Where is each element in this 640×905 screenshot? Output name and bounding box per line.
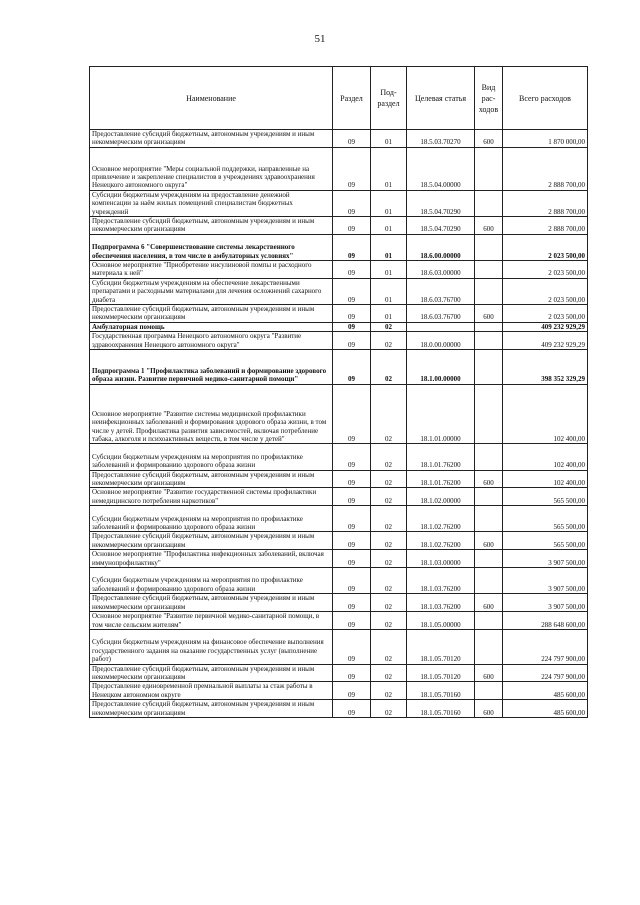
cell-subsection: 02 [371, 612, 407, 630]
cell-expense-type: 600 [475, 700, 503, 718]
cell-section: 09 [333, 550, 371, 568]
table-header-row [90, 67, 588, 130]
cell-expense-type [475, 550, 503, 568]
cell-total: 102 400,00 [503, 470, 588, 488]
cell-name: Субсидии бюджетным учреждениям на обеспечение лекарственными препаратами и расходными материалами для лечения осложнений сахарного диабета [90, 278, 333, 304]
cell-subsection: 02 [371, 594, 407, 612]
cell-section: 09 [333, 700, 371, 718]
cell-section: 09 [333, 130, 371, 148]
cell-subsection: 02 [371, 532, 407, 550]
table-row [90, 612, 588, 630]
table-row [90, 332, 588, 350]
table-row [90, 217, 588, 235]
cell-section: 09 [333, 682, 371, 700]
table-row [90, 261, 588, 279]
cell-name: Субсидии бюджетным учреждениям на мероприятия по профилактике заболеваний и формированию здорового образа жизни [90, 444, 333, 470]
budget-table [89, 66, 588, 718]
cell-total: 565 500,00 [503, 488, 588, 506]
cell-target: 18.1.05.70160 [407, 700, 475, 718]
cell-name: Предоставление субсидий бюджетным, автономным учреждениям и иным некоммерческим организациям [90, 700, 333, 718]
cell-target: 18.1.01.76200 [407, 444, 475, 470]
cell-section: 09 [333, 612, 371, 630]
cell-target: 18.6.03.00000 [407, 261, 475, 279]
cell-subsection: 02 [371, 470, 407, 488]
table-row [90, 506, 588, 532]
cell-total: 409 232 929,29 [503, 322, 588, 331]
table-row [90, 568, 588, 594]
cell-name: Предоставление субсидий бюджетным, автономным учреждениям и иным некоммерческим организациям [90, 130, 333, 148]
cell-subsection: 02 [371, 550, 407, 568]
cell-total: 409 232 929,29 [503, 332, 588, 350]
cell-expense-type [475, 444, 503, 470]
cell-name: Предоставление субсидий бюджетным, автономным учреждениям и иным некоммерческим организациям [90, 217, 333, 235]
cell-section: 09 [333, 278, 371, 304]
cell-target: 18.5.03.70270 [407, 130, 475, 148]
table-row [90, 322, 588, 331]
cell-subsection: 02 [371, 506, 407, 532]
cell-target: 18.1.00.00000 [407, 350, 475, 385]
cell-subsection: 02 [371, 700, 407, 718]
cell-total: 565 500,00 [503, 532, 588, 550]
cell-subsection: 02 [371, 350, 407, 385]
cell-expense-type [475, 384, 503, 444]
cell-expense-type [475, 488, 503, 506]
cell-expense-type [475, 612, 503, 630]
header-expense-type: Вид рас-ходов [475, 67, 503, 130]
cell-total: 485 600,00 [503, 682, 588, 700]
cell-subsection: 01 [371, 261, 407, 279]
cell-target: 18.5.04.70290 [407, 190, 475, 216]
table-row [90, 488, 588, 506]
cell-total: 102 400,00 [503, 444, 588, 470]
header-total: Всего расходов [503, 67, 588, 130]
cell-section: 09 [333, 568, 371, 594]
cell-target: 18.1.02.76200 [407, 506, 475, 532]
cell-total: 102 400,00 [503, 384, 588, 444]
cell-section: 09 [333, 506, 371, 532]
cell-total: 398 352 329,29 [503, 350, 588, 385]
cell-expense-type: 600 [475, 217, 503, 235]
cell-total: 485 600,00 [503, 700, 588, 718]
cell-subsection: 01 [371, 190, 407, 216]
cell-name: Основное мероприятие "Развитие первичной медико-санитарной помощи, в том числе сельским жителям" [90, 612, 333, 630]
cell-name: Субсидии бюджетным учреждениям на мероприятия по профилактике заболеваний и формированию здорового образа жизни [90, 568, 333, 594]
table-row [90, 682, 588, 700]
table-row [90, 147, 588, 190]
cell-total: 3 907 500,00 [503, 594, 588, 612]
table-row [90, 470, 588, 488]
cell-section: 09 [333, 384, 371, 444]
cell-section: 09 [333, 234, 371, 260]
table-row [90, 305, 588, 323]
cell-target: 18.6.00.00000 [407, 234, 475, 260]
cell-name: Основное мероприятие "Приобретение инсулиновой помпы и расходного материала к ней" [90, 261, 333, 279]
table-row [90, 550, 588, 568]
cell-section: 09 [333, 190, 371, 216]
cell-target: 18.1.05.70160 [407, 682, 475, 700]
cell-total: 288 648 600,00 [503, 612, 588, 630]
cell-subsection: 01 [371, 147, 407, 190]
cell-expense-type [475, 234, 503, 260]
cell-target: 18.1.03.00000 [407, 550, 475, 568]
cell-section: 09 [333, 332, 371, 350]
cell-target: 18.1.02.76200 [407, 532, 475, 550]
cell-name: Основное мероприятие "Профилактика инфекционных заболеваний, включая иммунопрофилактику" [90, 550, 333, 568]
cell-section: 09 [333, 261, 371, 279]
cell-target: 18.5.04.00000 [407, 147, 475, 190]
cell-subsection: 02 [371, 384, 407, 444]
cell-target: 18.0.00.00000 [407, 332, 475, 350]
header-subsection: Под-раздел [371, 67, 407, 130]
cell-expense-type [475, 568, 503, 594]
cell-subsection: 01 [371, 305, 407, 323]
cell-total: 2 023 500,00 [503, 234, 588, 260]
cell-subsection: 01 [371, 217, 407, 235]
cell-name: Субсидии бюджетным учреждениям на предоставление денежной компенсации за наём жилых помещений специалистам бюджетных учреждений [90, 190, 333, 216]
cell-section: 09 [333, 488, 371, 506]
cell-expense-type [475, 629, 503, 664]
cell-name: Подпрограмма 6 "Совершенствование системы лекарственного обеспечения населения, в том числе в амбулаторных условиях" [90, 234, 333, 260]
cell-total: 2 888 700,00 [503, 190, 588, 216]
table-row [90, 278, 588, 304]
cell-target: 18.1.05.00000 [407, 612, 475, 630]
table-row [90, 350, 588, 385]
cell-total: 2 888 700,00 [503, 147, 588, 190]
table-body [90, 130, 588, 718]
cell-section: 09 [333, 350, 371, 385]
cell-subsection: 02 [371, 629, 407, 664]
cell-subsection: 02 [371, 332, 407, 350]
cell-subsection: 01 [371, 130, 407, 148]
cell-total: 224 797 900,00 [503, 629, 588, 664]
cell-total: 2 023 500,00 [503, 261, 588, 279]
cell-target: 18.1.01.00000 [407, 384, 475, 444]
cell-name: Государственная программа Ненецкого автономного округа "Развитие здравоохранения Ненецкого автономного округа" [90, 332, 333, 350]
cell-expense-type: 600 [475, 594, 503, 612]
cell-subsection: 02 [371, 488, 407, 506]
cell-name: Предоставление субсидий бюджетным, автономным учреждениям и иным некоммерческим организациям [90, 594, 333, 612]
cell-target: 18.5.04.70290 [407, 217, 475, 235]
cell-expense-type [475, 190, 503, 216]
cell-subsection: 02 [371, 664, 407, 682]
cell-expense-type [475, 682, 503, 700]
cell-total: 1 870 000,00 [503, 130, 588, 148]
cell-name: Амбулаторная помощь [90, 322, 333, 331]
cell-expense-type [475, 278, 503, 304]
table-row [90, 234, 588, 260]
cell-section: 09 [333, 444, 371, 470]
cell-target: 18.1.01.76200 [407, 470, 475, 488]
cell-expense-type: 600 [475, 470, 503, 488]
cell-subsection: 01 [371, 278, 407, 304]
cell-name: Предоставление единовременной премиальной выплаты за стаж работы в Ненецком автономном округе [90, 682, 333, 700]
cell-total: 2 888 700,00 [503, 217, 588, 235]
cell-expense-type [475, 322, 503, 331]
cell-name: Основное мероприятие "Развитие системы медицинской профилактики неинфекционных заболеваний и формирования здорового образа жизни, в том числе у детей. Профилактика развития зависимостей, включая потребление табака, алкоголя и психоактивных веществ, в том числе у детей" [90, 384, 333, 444]
cell-section: 09 [333, 594, 371, 612]
cell-expense-type: 600 [475, 305, 503, 323]
cell-section: 09 [333, 217, 371, 235]
cell-subsection: 02 [371, 444, 407, 470]
table-row [90, 532, 588, 550]
cell-subsection: 02 [371, 568, 407, 594]
cell-subsection: 02 [371, 682, 407, 700]
cell-section: 09 [333, 470, 371, 488]
table-row [90, 130, 588, 148]
cell-section: 09 [333, 532, 371, 550]
cell-name: Предоставление субсидий бюджетным, автономным учреждениям и иным некоммерческим организациям [90, 532, 333, 550]
cell-subsection: 01 [371, 234, 407, 260]
cell-expense-type [475, 261, 503, 279]
cell-expense-type [475, 350, 503, 385]
cell-target: 18.6.03.76700 [407, 305, 475, 323]
cell-name: Подпрограмма 1 "Профилактика заболеваний и формирование здорового образа жизни. Развитие первичной медико-санитарной помощи" [90, 350, 333, 385]
header-name: Наименование [90, 67, 333, 130]
cell-section: 09 [333, 322, 371, 331]
cell-name: Предоставление субсидий бюджетным, автономным учреждениям и иным некоммерческим организациям [90, 470, 333, 488]
table-row [90, 444, 588, 470]
cell-name: Субсидии бюджетным учреждениям на финансовое обеспечение выполнения государственного задания на оказание государственных услуг (выполнение работ) [90, 629, 333, 664]
cell-total: 3 907 500,00 [503, 568, 588, 594]
cell-expense-type [475, 147, 503, 190]
cell-total: 3 907 500,00 [503, 550, 588, 568]
cell-total: 224 797 900,00 [503, 664, 588, 682]
header-target: Целевая статья [407, 67, 475, 130]
table-row [90, 664, 588, 682]
cell-name: Предоставление субсидий бюджетным, автономным учреждениям и иным некоммерческим организациям [90, 305, 333, 323]
table-row [90, 629, 588, 664]
cell-target: 18.1.03.76200 [407, 594, 475, 612]
table-row [90, 594, 588, 612]
cell-target [407, 322, 475, 331]
cell-section: 09 [333, 305, 371, 323]
cell-expense-type: 600 [475, 664, 503, 682]
table-row [90, 384, 588, 444]
cell-section: 09 [333, 664, 371, 682]
cell-expense-type [475, 506, 503, 532]
header-section: Раздел [333, 67, 371, 130]
cell-target: 18.1.03.76200 [407, 568, 475, 594]
table-row [90, 190, 588, 216]
cell-name: Основное мероприятие "Меры социальной поддержки, направленные на привлечение и закрепление специалистов в учреждениях здравоохранения Ненецкого автономного округа" [90, 147, 333, 190]
page-number: 51 [314, 33, 326, 45]
cell-section: 09 [333, 147, 371, 190]
cell-total: 565 500,00 [503, 506, 588, 532]
cell-expense-type [475, 332, 503, 350]
cell-name: Субсидии бюджетным учреждениям на мероприятия по профилактике заболеваний и формированию здорового образа жизни [90, 506, 333, 532]
cell-target: 18.1.02.00000 [407, 488, 475, 506]
cell-subsection: 02 [371, 322, 407, 331]
cell-expense-type: 600 [475, 130, 503, 148]
cell-section: 09 [333, 629, 371, 664]
cell-name: Предоставление субсидий бюджетным, автономным учреждениям и иным некоммерческим организациям [90, 664, 333, 682]
cell-expense-type: 600 [475, 532, 503, 550]
cell-target: 18.6.03.76700 [407, 278, 475, 304]
cell-name: Основное мероприятие "Развитие государственной системы профилактики немедицинского потребления наркотиков" [90, 488, 333, 506]
cell-total: 2 023 500,00 [503, 305, 588, 323]
cell-target: 18.1.05.70120 [407, 664, 475, 682]
cell-total: 2 023 500,00 [503, 278, 588, 304]
cell-target: 18.1.05.70120 [407, 629, 475, 664]
table-row [90, 700, 588, 718]
